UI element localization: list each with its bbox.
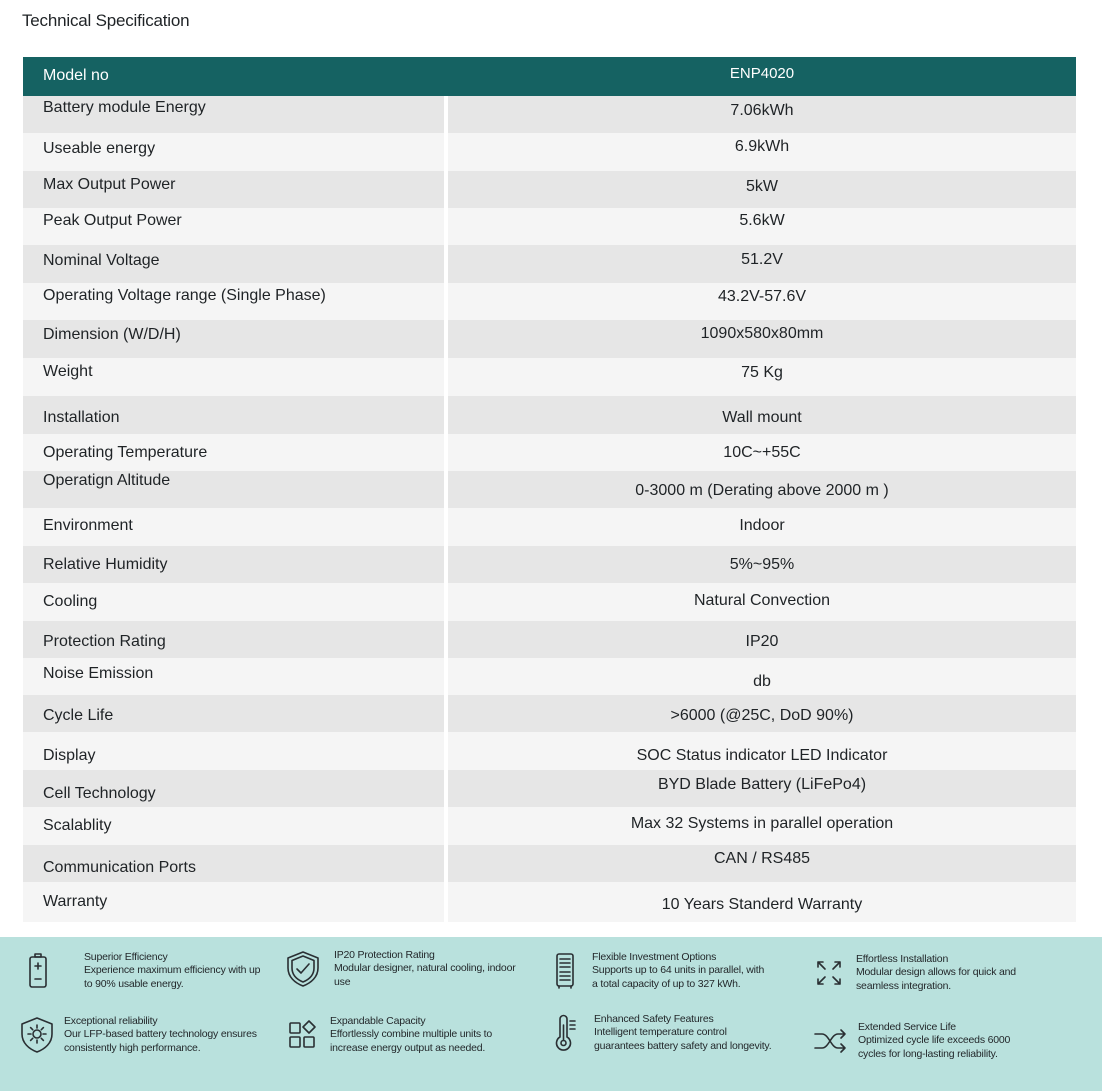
feature-title: Flexible Investment Options xyxy=(592,951,717,963)
table-row xyxy=(23,546,1076,583)
row-value-cell xyxy=(448,621,1076,658)
row-value-cell xyxy=(448,320,1076,358)
feature-text xyxy=(594,1013,771,1053)
table-row xyxy=(23,508,1076,546)
row-value-cell xyxy=(448,732,1076,770)
row-label: Max Output Power xyxy=(43,176,176,193)
row-value: SOC Status indicator LED Indicator xyxy=(636,747,888,764)
thermometer-icon xyxy=(546,1013,584,1053)
feature-description-line: use xyxy=(334,975,351,988)
feature-band xyxy=(0,937,1102,1091)
table-row xyxy=(23,283,1076,320)
feature-text xyxy=(330,1015,492,1055)
feature-description-line: Our LFP-based battery technology ensures xyxy=(64,1028,257,1041)
feature-text xyxy=(84,951,260,991)
table-row xyxy=(23,583,1076,621)
feature-title: Superior Efficiency xyxy=(84,951,168,963)
row-value-cell xyxy=(448,695,1076,732)
table-row xyxy=(23,882,1076,922)
feature-text xyxy=(592,951,764,991)
row-value: 7.06kWh xyxy=(730,102,794,119)
feature-text xyxy=(334,949,516,989)
row-label: Environment xyxy=(43,517,133,534)
row-label-cell xyxy=(23,546,444,583)
row-label: Battery module Energy xyxy=(43,99,206,116)
table-row xyxy=(23,208,1076,245)
feature-item xyxy=(284,949,516,989)
row-value: >6000 (@25C, DoD 90%) xyxy=(670,707,854,724)
row-label-cell xyxy=(23,320,444,358)
table-row xyxy=(23,171,1076,208)
feature-title: Exceptional reliability xyxy=(64,1015,158,1027)
header-label: Model no xyxy=(43,67,109,84)
row-label-cell xyxy=(23,695,444,732)
row-value-cell xyxy=(448,546,1076,583)
row-label: Dimension (W/D/H) xyxy=(43,326,181,343)
row-label-cell xyxy=(23,396,444,434)
row-label-cell xyxy=(23,133,444,171)
row-label-cell xyxy=(23,658,444,695)
row-label: Cycle Life xyxy=(43,707,114,724)
row-label: Cell Technology xyxy=(43,785,156,802)
feature-description-line: Supports up to 64 units in parallel, with xyxy=(592,964,765,977)
feature-description-line: Experience maximum efficiency with up xyxy=(84,964,261,977)
row-label-cell xyxy=(23,508,444,546)
feature-item xyxy=(18,1015,257,1055)
feature-description-line: Effortlessly combine multiple units to xyxy=(330,1028,493,1041)
row-value: 0-3000 m (Derating above 2000 m ) xyxy=(635,482,889,499)
feature-item xyxy=(546,951,764,991)
row-value: 75 Kg xyxy=(741,364,783,381)
row-label: Display xyxy=(43,747,96,764)
row-label-cell xyxy=(23,471,444,508)
row-value-cell xyxy=(448,96,1076,133)
row-label: Scalablity xyxy=(43,817,112,834)
row-value: Max 32 Systems in parallel operation xyxy=(630,815,894,832)
row-value: 51.2V xyxy=(741,251,783,268)
table-row xyxy=(23,434,1076,471)
feature-item xyxy=(812,1021,1010,1061)
row-label: Operatign Altitude xyxy=(43,472,171,489)
row-value: 6.9kWh xyxy=(734,138,790,155)
row-label-cell xyxy=(23,882,444,922)
shuffle-arrows-icon xyxy=(812,1021,850,1061)
row-label-cell xyxy=(23,621,444,658)
row-value: 5kW xyxy=(746,178,778,195)
table-row xyxy=(23,770,1076,807)
feature-text xyxy=(858,1021,1010,1061)
battery-icon xyxy=(20,951,58,991)
row-value-cell xyxy=(448,283,1076,320)
row-label-cell xyxy=(23,245,444,283)
row-label-cell xyxy=(23,732,444,770)
row-value-cell xyxy=(448,658,1076,695)
table-row xyxy=(23,845,1076,882)
row-label: Operating Voltage range (Single Phase) xyxy=(43,287,326,304)
modular-blocks-icon xyxy=(284,1015,322,1055)
feature-title: Effortless Installation xyxy=(856,953,949,965)
row-value-cell xyxy=(448,358,1076,396)
table-row xyxy=(23,658,1076,695)
feature-title: Enhanced Safety Features xyxy=(594,1013,714,1025)
row-label-cell xyxy=(23,770,444,807)
table-row xyxy=(23,320,1076,358)
table-row xyxy=(23,133,1076,171)
row-value: db xyxy=(753,673,771,690)
row-label-cell xyxy=(23,96,444,133)
feature-item xyxy=(810,953,1016,993)
row-value: CAN / RS485 xyxy=(713,850,811,867)
feature-description-line: to 90% usable energy. xyxy=(84,977,184,990)
row-value: 1090x580x80mm xyxy=(700,325,824,342)
row-label: Cooling xyxy=(43,593,98,610)
row-value-cell xyxy=(448,583,1076,621)
feature-description-line: seamless integration. xyxy=(856,979,952,992)
row-label: Peak Output Power xyxy=(43,212,182,229)
feature-description-line: cycles for long-lasting reliability. xyxy=(858,1047,998,1060)
row-value: BYD Blade Battery (LiFePo4) xyxy=(657,776,867,793)
feature-item xyxy=(20,951,260,991)
row-label-cell xyxy=(23,845,444,882)
row-value: 43.2V-57.6V xyxy=(717,288,807,305)
feature-description-line: guarantees battery safety and longevity. xyxy=(594,1039,772,1052)
table-row xyxy=(23,471,1076,508)
row-value-cell xyxy=(448,770,1076,807)
feature-title: Extended Service Life xyxy=(858,1021,956,1033)
row-label: Weight xyxy=(43,363,93,380)
row-value: Wall mount xyxy=(722,409,802,426)
table-header xyxy=(23,57,1076,96)
row-value: 5.6kW xyxy=(739,212,785,229)
feature-description-line: Modular design allows for quick and xyxy=(856,966,1016,979)
row-value-cell xyxy=(448,508,1076,546)
page-title: Technical Specification xyxy=(22,11,190,30)
feature-title: Expandable Capacity xyxy=(330,1015,426,1027)
feature-text xyxy=(856,953,1016,993)
row-value-cell xyxy=(448,882,1076,922)
table-row xyxy=(23,621,1076,658)
expand-arrows-icon xyxy=(810,953,848,993)
row-label-cell xyxy=(23,807,444,845)
feature-item xyxy=(284,1015,492,1055)
row-value: Natural Convection xyxy=(693,592,831,609)
spec-table xyxy=(23,57,1076,913)
header-value: ENP4020 xyxy=(729,65,795,82)
device-cabinet-icon xyxy=(546,951,584,991)
row-label-cell xyxy=(23,171,444,208)
row-label-cell xyxy=(23,208,444,245)
row-value-cell xyxy=(448,208,1076,245)
row-label-cell xyxy=(23,583,444,621)
row-label: Useable energy xyxy=(43,140,156,157)
row-label: Nominal Voltage xyxy=(43,252,160,269)
row-value: Indoor xyxy=(739,517,785,534)
feature-description-line: increase energy output as needed. xyxy=(330,1041,486,1054)
row-label: Operating Temperature xyxy=(43,444,208,461)
table-row xyxy=(23,358,1076,396)
row-label: Protection Rating xyxy=(43,633,166,650)
feature-item xyxy=(546,1013,771,1053)
shield-check-icon xyxy=(284,949,322,989)
row-value: IP20 xyxy=(745,633,779,650)
shield-gear-icon xyxy=(18,1015,56,1055)
row-value-cell xyxy=(448,807,1076,845)
row-value-cell xyxy=(448,133,1076,171)
row-label: Warranty xyxy=(43,893,108,910)
row-label-cell xyxy=(23,358,444,396)
row-label: Noise Emission xyxy=(43,665,154,682)
row-value-cell xyxy=(448,434,1076,471)
feature-title: IP20 Protection Rating xyxy=(334,949,435,961)
table-row xyxy=(23,695,1076,732)
table-row xyxy=(23,732,1076,770)
row-label: Installation xyxy=(43,409,120,426)
row-value-cell xyxy=(448,171,1076,208)
row-label: Relative Humidity xyxy=(43,556,168,573)
feature-description-line: Optimized cycle life exceeds 6000 xyxy=(858,1034,1011,1047)
feature-description-line: a total capacity of up to 327 kWh. xyxy=(592,977,741,990)
row-label-cell xyxy=(23,434,444,471)
row-value-cell xyxy=(448,245,1076,283)
row-label-cell xyxy=(23,283,444,320)
row-value-cell xyxy=(448,396,1076,434)
feature-description-line: consistently high performance. xyxy=(64,1041,201,1054)
row-value-cell xyxy=(448,471,1076,508)
row-value: 10 Years Standerd Warranty xyxy=(661,896,863,913)
row-value: 5%~95% xyxy=(729,556,795,573)
table-row xyxy=(23,807,1076,845)
row-label: Communication Ports xyxy=(43,859,196,876)
feature-text xyxy=(64,1015,257,1055)
row-value: 10C~+55C xyxy=(723,444,801,461)
row-value-cell xyxy=(448,845,1076,882)
table-row xyxy=(23,245,1076,283)
table-row xyxy=(23,96,1076,133)
feature-description-line: Intelligent temperature control xyxy=(594,1026,727,1039)
feature-description-line: Modular designer, natural cooling, indoor xyxy=(334,962,516,975)
table-row xyxy=(23,396,1076,434)
